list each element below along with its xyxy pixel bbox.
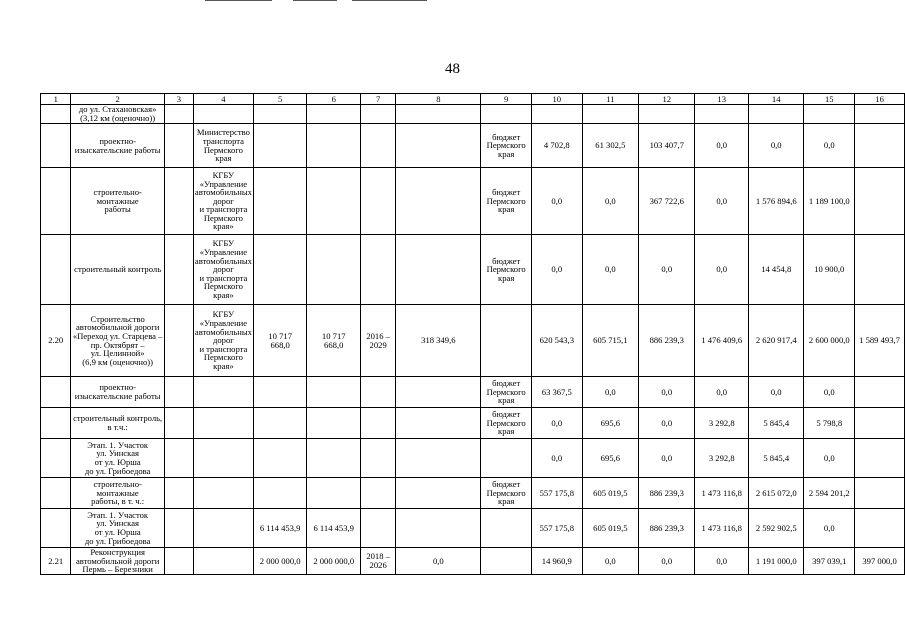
column-header: 5 [253,94,307,105]
table-cell: 10 717 668,0 [307,305,361,377]
table-cell: 1 473 116,8 [695,478,749,509]
table-cell [307,377,361,408]
table-cell [361,377,396,408]
table-cell: 0,0 [396,548,481,575]
table-row [41,305,905,377]
top-rule-2 [293,0,337,1]
table-cell [361,235,396,305]
table-cell: бюджет Пермского края [481,124,532,168]
table-cell [361,168,396,235]
table-cell [164,305,193,377]
table-cell: 6 114 453,9 [253,509,307,548]
table-cell [193,105,253,124]
table-cell: 2 000 000,0 [253,548,307,575]
column-header: 4 [193,94,253,105]
table-cell: 605 019,5 [582,478,638,509]
table-cell: 318 349,6 [396,305,481,377]
table-cell: 0,0 [582,168,638,235]
table-cell [41,377,71,408]
table-cell [531,105,582,124]
table-cell: 0,0 [749,124,804,168]
table-cell: Министерство транспорта Пермского края [193,124,253,168]
table-cell [855,377,905,408]
table-cell [307,235,361,305]
table-cell: бюджет Пермского края [481,408,532,439]
table-row [41,105,905,124]
table-cell: 0,0 [531,408,582,439]
table-cell [253,408,307,439]
table-cell [396,408,481,439]
table-cell: 605 715,1 [582,305,638,377]
table-cell [307,168,361,235]
table-cell [41,235,71,305]
column-header: 1 [41,94,71,105]
table-cell [307,478,361,509]
table-cell: 2.20 [41,305,71,377]
table-cell [481,105,532,124]
table-cell [193,377,253,408]
table-cell [582,105,638,124]
table-row [41,408,905,439]
table-cell [361,478,396,509]
column-header: 9 [481,94,532,105]
table-cell: 0,0 [531,439,582,478]
table-cell: 0,0 [695,377,749,408]
table-cell [361,408,396,439]
table-cell: 0,0 [639,235,695,305]
table-cell [253,124,307,168]
table-cell [164,235,193,305]
table-cell: 397 000,0 [855,548,905,575]
table-cell [253,377,307,408]
table-cell: 886 239,3 [639,478,695,509]
table-cell: Этап. 1. Участок ул. Уинская от ул. Юрша до ул. Грибоедова [71,439,164,478]
column-header: 13 [695,94,749,105]
table-cell [307,124,361,168]
table-cell [164,408,193,439]
table-cell: 0,0 [695,548,749,575]
table-cell [41,478,71,509]
table-cell [193,548,253,575]
table-cell [253,478,307,509]
budget-table [40,93,905,575]
table-cell [253,168,307,235]
table-cell [164,124,193,168]
table-cell: 1 189 100,0 [804,168,855,235]
table-cell [193,509,253,548]
table-cell [695,105,749,124]
table-cell: 695,6 [582,408,638,439]
table-cell: 5 845,4 [749,439,804,478]
column-header: 8 [396,94,481,105]
table-body [41,94,905,575]
table-cell: 1 589 493,7 [855,305,905,377]
table-cell [361,124,396,168]
table-cell [307,408,361,439]
table-cell: 557 175,8 [531,478,582,509]
table-cell: 5 798,8 [804,408,855,439]
table-cell [164,377,193,408]
table-cell [804,105,855,124]
table-cell: 0,0 [804,124,855,168]
table-cell: Строительство автомобильной дороги «Переход ул. Старцева – пр. Октябрят – ул. Целинной» (6,9 км (оценочно)) [71,305,164,377]
table-cell: 2 600 000,0 [804,305,855,377]
table-cell [361,105,396,124]
table-cell [481,509,532,548]
table-cell [41,509,71,548]
table-cell: 2018 – 2026 [361,548,396,575]
table-cell [253,105,307,124]
table-cell [396,235,481,305]
table-cell: бюджет Пермского края [481,478,532,509]
table-row [41,439,905,478]
table-cell [396,509,481,548]
table-cell [481,305,532,377]
table-cell: 5 845,4 [749,408,804,439]
table-cell: 3 292,8 [695,439,749,478]
column-header: 14 [749,94,804,105]
column-header: 15 [804,94,855,105]
table-cell: бюджет Пермского края [481,168,532,235]
table-cell: 0,0 [582,235,638,305]
table-cell: 0,0 [804,509,855,548]
table-cell: 0,0 [582,548,638,575]
table-cell: 0,0 [531,168,582,235]
table-cell [164,439,193,478]
top-rule-1 [205,0,272,1]
column-header: 12 [639,94,695,105]
table-cell: 4 702,8 [531,124,582,168]
table-cell [361,439,396,478]
table-cell [855,478,905,509]
table-cell [164,105,193,124]
table-cell: 2016 – 2029 [361,305,396,377]
table-cell: строительный контроль, в т.ч.: [71,408,164,439]
table-cell: строительно-монтажные работы, в т. ч.: [71,478,164,509]
column-header: 7 [361,94,396,105]
table-cell [307,439,361,478]
column-header: 16 [855,94,905,105]
table-cell [855,235,905,305]
table-cell [361,509,396,548]
table-cell: 63 367,5 [531,377,582,408]
table-cell [639,105,695,124]
table-cell: 0,0 [749,377,804,408]
table-cell: 0,0 [582,377,638,408]
table-cell: 10 900,0 [804,235,855,305]
table-cell: строительный контроль [71,235,164,305]
table-cell: 0,0 [804,377,855,408]
table-cell [193,408,253,439]
table-cell [396,377,481,408]
table-cell: 0,0 [639,548,695,575]
table-cell: 1 576 894,6 [749,168,804,235]
table-cell [253,439,307,478]
table-cell: 2 000 000,0 [307,548,361,575]
table-cell: 6 114 453,9 [307,509,361,548]
table-cell [396,105,481,124]
table-cell: 695,6 [582,439,638,478]
column-header: 6 [307,94,361,105]
table-cell: 1 476 409,6 [695,305,749,377]
table-cell [193,439,253,478]
table-cell [749,105,804,124]
table-cell [41,408,71,439]
table-cell: 886 239,3 [639,509,695,548]
table-cell: КГБУ «Управление автомобильных дорог и транспорта Пермского края» [193,305,253,377]
table-cell [41,439,71,478]
table-cell: проектно- изыскательские работы [71,124,164,168]
column-header: 11 [582,94,638,105]
table-cell: 103 407,7 [639,124,695,168]
table-cell: 1 473 116,8 [695,509,749,548]
table-cell: 620 543,3 [531,305,582,377]
table-cell [41,124,71,168]
table-cell [193,478,253,509]
table-cell: 2 615 072,0 [749,478,804,509]
table-cell: 1 191 000,0 [749,548,804,575]
table-cell: 367 722,6 [639,168,695,235]
table-cell [855,408,905,439]
table-cell [396,168,481,235]
table-cell [396,478,481,509]
table-cell [41,168,71,235]
table-cell: 557 175,8 [531,509,582,548]
table-cell: 0,0 [639,408,695,439]
table-cell [164,509,193,548]
table-cell: 886 239,3 [639,305,695,377]
column-header: 3 [164,94,193,105]
page-number: 48 [445,61,460,77]
table-cell: бюджет Пермского края [481,377,532,408]
table-cell [164,168,193,235]
table-row [41,235,905,305]
table-cell [164,478,193,509]
table-cell: 397 039,1 [804,548,855,575]
table-cell: КГБУ «Управление автомобильных дорог и транспорта Пермского края» [193,235,253,305]
table-cell: 2.21 [41,548,71,575]
table-cell: проектно- изыскательские работы [71,377,164,408]
column-header: 10 [531,94,582,105]
table-cell: 14 454,8 [749,235,804,305]
table-cell: 0,0 [695,168,749,235]
table-cell: до ул. Стахановская» (3,12 км (оценочно)) [71,105,164,124]
table-cell: 605 019,5 [582,509,638,548]
table-row [41,124,905,168]
table-cell: бюджет Пермского края [481,235,532,305]
table-row [41,548,905,575]
table-row [41,377,905,408]
table-cell: 3 292,8 [695,408,749,439]
table-cell: 0,0 [639,377,695,408]
table-row [41,509,905,548]
table-cell: 2 620 917,4 [749,305,804,377]
table-cell [396,439,481,478]
table-cell [855,168,905,235]
table-cell: 61 302,5 [582,124,638,168]
table-cell [855,439,905,478]
table-cell: 0,0 [639,439,695,478]
table-cell: 14 960,9 [531,548,582,575]
table-cell: 0,0 [531,235,582,305]
table-cell [481,548,532,575]
table-cell: КГБУ «Управление автомобильных дорог и транспорта Пермского края» [193,168,253,235]
table-cell: 0,0 [695,235,749,305]
table-cell [41,105,71,124]
table-cell [396,124,481,168]
table-cell: 0,0 [695,124,749,168]
header-row [41,94,905,105]
table-row [41,168,905,235]
top-rule-3 [352,0,427,1]
table-cell: строительно-монтажные работы [71,168,164,235]
table-cell [855,124,905,168]
table-cell: 2 594 201,2 [804,478,855,509]
table-cell [481,439,532,478]
table-cell: 10 717 668,0 [253,305,307,377]
table-cell [253,235,307,305]
table-row [41,478,905,509]
table-cell: Этап. 1. Участок ул. Уинская от ул. Юрша до ул. Грибоедова [71,509,164,548]
table-cell [307,105,361,124]
table-cell: 2 592 902,5 [749,509,804,548]
table-cell [855,105,905,124]
table-cell [164,548,193,575]
column-header: 2 [71,94,164,105]
table-cell [855,509,905,548]
table-cell: 0,0 [804,439,855,478]
table-cell: Реконструкция автомобильной дороги Пермь – Березники [71,548,164,575]
